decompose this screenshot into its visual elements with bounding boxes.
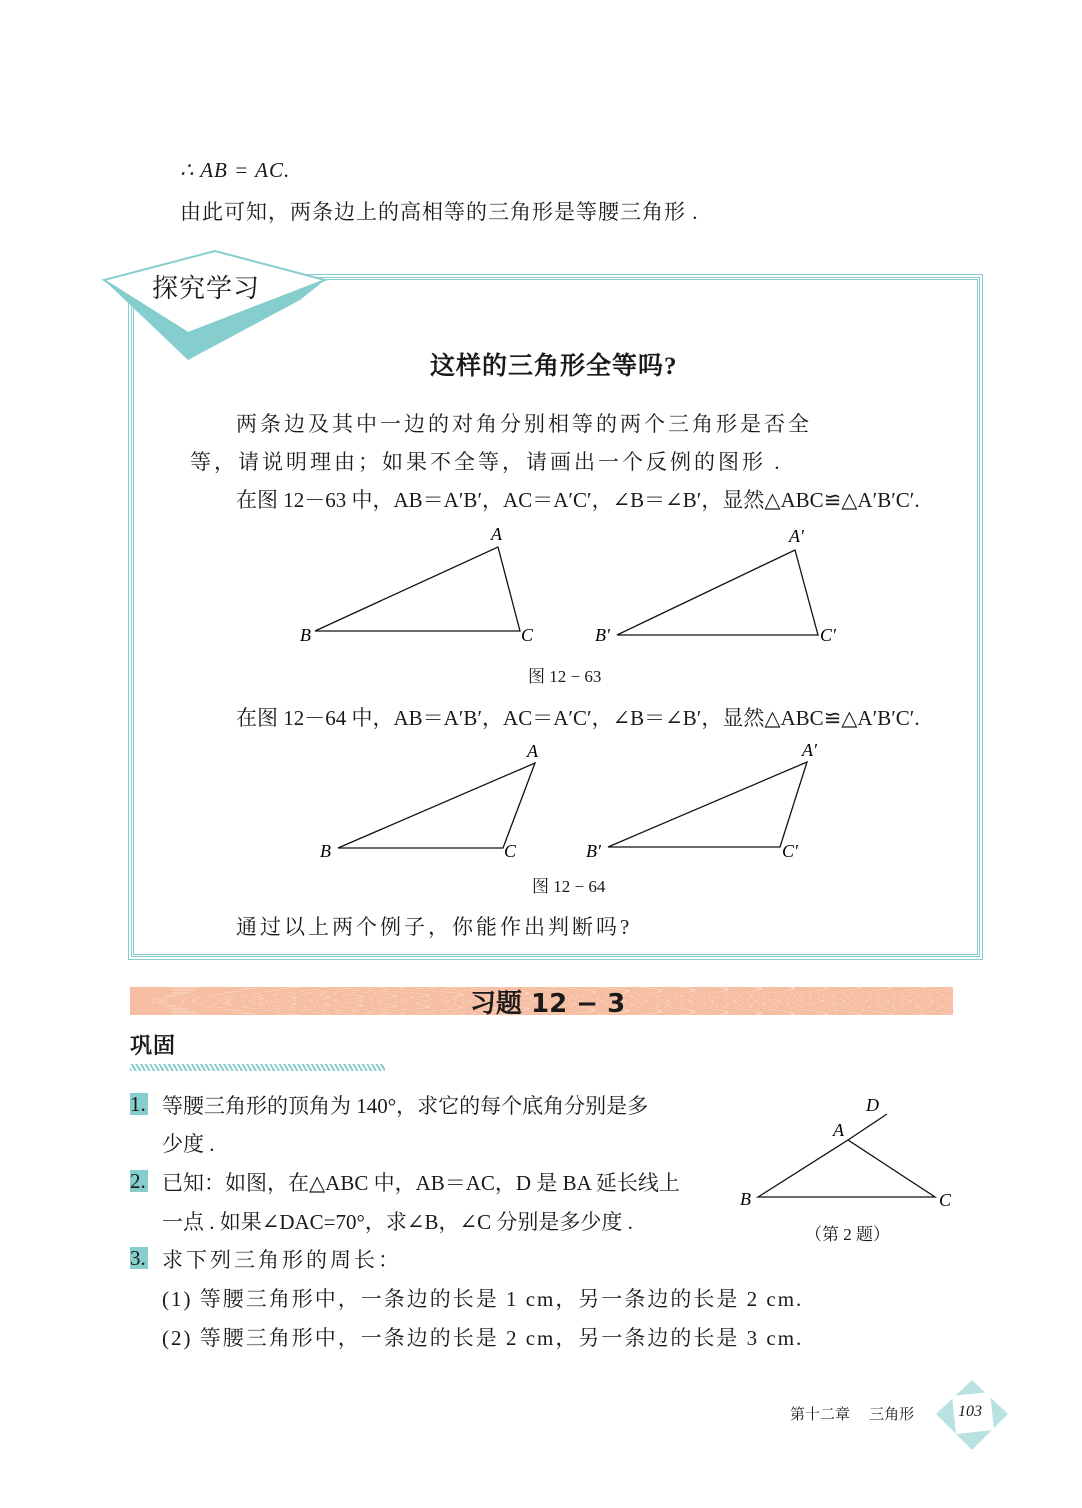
label-c-prime: C′: [782, 841, 798, 861]
exercise-number: 1.: [130, 1093, 148, 1115]
exercise-3-line-1: 求下列三角形的周长：: [162, 1248, 402, 1272]
explore-question-2: 等，请说明理由；如果不全等，请画出一个反例的图形 .: [190, 450, 783, 474]
label-b: B: [300, 625, 311, 645]
triangle-problem-2: [758, 1140, 935, 1197]
label-a: A: [527, 741, 538, 761]
footer-chapter: 第十二章 三角形: [790, 1405, 915, 1423]
explore-fig64-text: 在图 12－64 中，AB＝A′B′，AC＝A′C′，∠B＝∠B′，显然△ABC≌△A′B′C′.: [236, 706, 920, 730]
label-a-prime: A′: [789, 526, 804, 546]
label-a: A: [833, 1120, 844, 1140]
label-a-prime: A′: [802, 740, 817, 760]
triangle-abc-64: [338, 763, 535, 848]
exercise-1-line-2: 少度 .: [162, 1132, 215, 1156]
exercise-number: 2.: [130, 1170, 148, 1192]
exercise-3-part-2: (2) 等腰三角形中，一条边的长是 2 cm，另一条边的长是 3 cm.: [162, 1326, 804, 1350]
triangle-abc-63: [315, 547, 520, 631]
label-b-prime: B′: [595, 625, 610, 645]
label-c: C: [504, 841, 517, 861]
exercise-1-line-1: 等腰三角形的顶角为 140°，求它的每个底角分别是多: [162, 1094, 649, 1118]
label-c: C: [939, 1190, 952, 1210]
label-b: B: [740, 1189, 751, 1209]
proof-conclusion: ∴ AB = AC.: [180, 158, 291, 182]
label-d: D: [866, 1095, 879, 1115]
explore-title: 这样的三角形全等吗?: [430, 353, 678, 380]
label-c: C: [521, 625, 534, 645]
page-number: 103: [958, 1403, 982, 1420]
exercise-3-part-1: (1) 等腰三角形中，一条边的长是 1 cm，另一条边的长是 2 cm.: [162, 1287, 804, 1311]
proof-summary: 由此可知，两条边上的高相等的三角形是等腰三角形 .: [180, 200, 699, 224]
exercise-number: 3.: [130, 1247, 148, 1269]
figure-caption-12-63: 图 12 − 63: [528, 667, 602, 686]
label-c-prime: C′: [820, 625, 836, 645]
exercise-2-line-2: 一点 . 如果∠DAC=70°，求∠B，∠C 分别是多少度 .: [162, 1210, 633, 1234]
label-b-prime: B′: [586, 841, 601, 861]
explore-tab-label: 探究学习: [152, 274, 261, 303]
triangle-a2b2c2-63: [617, 550, 818, 635]
section-heading-consolidate: 巩固: [130, 1034, 177, 1059]
ray-ad: [848, 1114, 887, 1140]
explore-fig63-text: 在图 12－63 中，AB＝A′B′，AC＝A′C′，∠B＝∠B′，显然△ABC≌△A′B′C′.: [236, 488, 920, 512]
exercise-title: 习题 12 − 3: [470, 989, 626, 1019]
figure-caption-12-64: 图 12 − 64: [532, 877, 606, 896]
label-b: B: [320, 841, 331, 861]
label-a: A: [491, 524, 502, 544]
explore-question-1: 两条边及其中一边的对角分别相等的两个三角形是否全: [236, 412, 812, 436]
exercise-2-line-1: 已知：如图，在△ABC 中，AB＝AC，D 是 BA 延长线上: [162, 1171, 680, 1195]
triangle-a2b2c2-64: [608, 762, 807, 847]
explore-closing-question: 通过以上两个例子，你能作出判断吗?: [236, 915, 633, 939]
figure-caption-problem-2: （第 2 题）: [805, 1225, 890, 1244]
